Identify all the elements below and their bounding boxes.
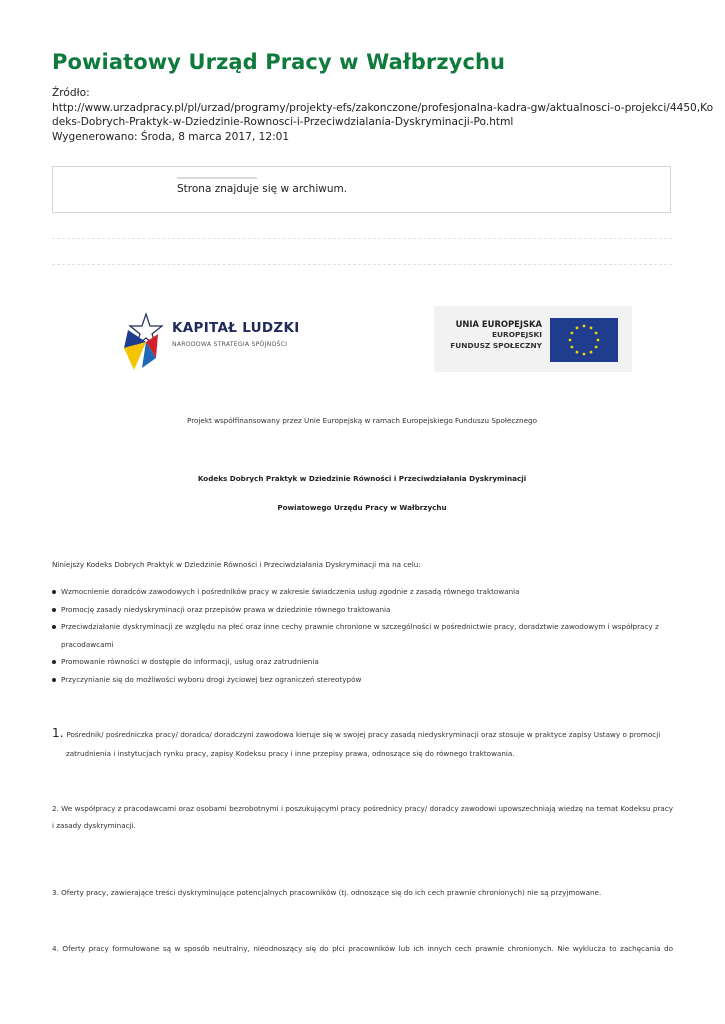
eu-star [595,332,598,335]
kapital-ludzki-subtitle: NARODOWA STRATEGIA SPÓJNOŚCI [172,341,288,348]
list-item: Przyczynianie się do możliwości wyboru drogi życiowej bez ograniczeń stereotypów [52,671,673,689]
code-subtitle: Powiatowego Urzędu Pracy w Wałbrzychu [277,503,447,512]
item-1-number: 1. [52,726,64,740]
eu-star [590,351,593,354]
list-item: Promowanie równości w dostępie do informacji, usług oraz zatrudnienia [52,653,673,671]
bullet-icon [52,590,56,594]
item-1 [52,725,673,762]
source-label: Źródło: [52,87,90,99]
item-3: 3. Oferty pracy, zawierające treści dyskryminujące potencjalnych pracowników (tj. odnoszące się do ich cech prawnie chronionych) nie są przyjmowane. [52,888,602,897]
eu-star [570,332,573,335]
list-item: Promocję zasady niedyskryminacji oraz przepisów prawa w dziedzinie równego traktowania [52,601,673,619]
cofinanced-note: Projekt współfinansowany przez Unie Europejską w ramach Europejskiego Funduszu Społecznego [187,416,537,425]
list-item: Wzmocnienie doradców zawodowych i pośredników pracy w zakresie świadczenia usług zgodnie z zasadą równego traktowania [52,583,673,601]
item-2: 2. We współpracy z pracodawcami oraz osobami bezrobotnymi i poszukującymi pracy pośrednicy pracy/ doradcy zawodowi upowszechniają wiedzę na temat Kodeksu pracy i zasady dyskryminacji. [52,804,673,830]
kapital-ludzki-logo [120,312,310,374]
dashed-divider [52,238,672,239]
archive-message: Strona znajduje się w archiwum. [177,183,348,195]
eu-line-3: FUNDUSZ SPOŁECZNY [450,340,542,350]
bullet-icon [52,625,56,629]
list-item: Przeciwdziałanie dyskryminacji ze względu na płeć oraz inne cechy prawnie chronione w szczególności w pośrednictwie pracy, doradztwie zawodowym i współpracy z pracodawcami [52,618,673,653]
eu-logo [434,306,632,372]
eu-star [576,326,579,329]
eu-line-1: UNIA EUROPEJSKA [455,319,542,329]
goals-list [52,583,673,688]
intro-text: Niniejszy Kodeks Dobrych Praktyk w Dziedzinie Równości i Przeciwdziałania Dyskryminacji ma na celu: [52,560,421,569]
item-4: 4. Oferty pracy formułowane są w sposób neutralny, nieodnoszący się do płci pracowników lub ich innych cech prawnie chronionych. Nie wyklucza to zachęcania do [52,944,673,953]
eu-star [583,353,586,356]
eu-star [590,326,593,329]
kapital-ludzki-title: KAPITAŁ LUDZKI [172,320,300,336]
kapital-ludzki-star-icon [120,312,170,374]
eu-star [583,325,586,328]
eu-star [576,351,579,354]
eu-logo-text [450,319,542,351]
bullet-icon [52,608,56,612]
eu-line-2: EUROPEJSKI [491,330,542,339]
eu-star [597,339,600,342]
eu-star [569,339,572,342]
bullet-icon [52,660,56,664]
page-title: Powiatowy Urząd Pracy w Wałbrzychu [52,50,506,74]
bullet-icon [52,678,56,682]
dashed-divider [52,264,672,265]
eu-flag-icon [550,318,618,362]
item-1-continuation: zatrudnienia i instytucjach rynku pracy, zapisy Kodeksu pracy i inne przepisy prawa, odnoszące się do równego traktowania. [66,749,515,758]
code-title: Kodeks Dobrych Praktyk w Dziedzinie Równości i Przeciwdziałania Dyskryminacji [197,474,527,483]
generated-date: Wygenerowano: Środa, 8 marca 2017, 12:01 [52,130,290,143]
archive-notice [52,166,671,213]
source-url-line-2[interactable]: deks-Dobrych-Praktyk-w-Dziedzinie-Rownosci-i-Przeciwdzialania-Dyskryminacji-Po.html [52,116,514,129]
eu-star [570,346,573,349]
item-1-text: Pośrednik/ pośredniczka pracy/ doradca/ doradczyni zawodowa kieruje się w swojej pracy zasadą niedyskryminacji oraz stosuje w praktyce zapisy Ustawy o promocji [66,730,661,739]
source-url-line-1[interactable]: http://www.urzadpracy.pl/pl/urzad/programy/projekty-efs/zakonczone/profesjonalna-kadra-gw/aktualnosci-o-projekci/4450,Ko [52,101,714,114]
eu-star [595,346,598,349]
archive-divider [177,177,257,179]
source-info [52,86,714,144]
